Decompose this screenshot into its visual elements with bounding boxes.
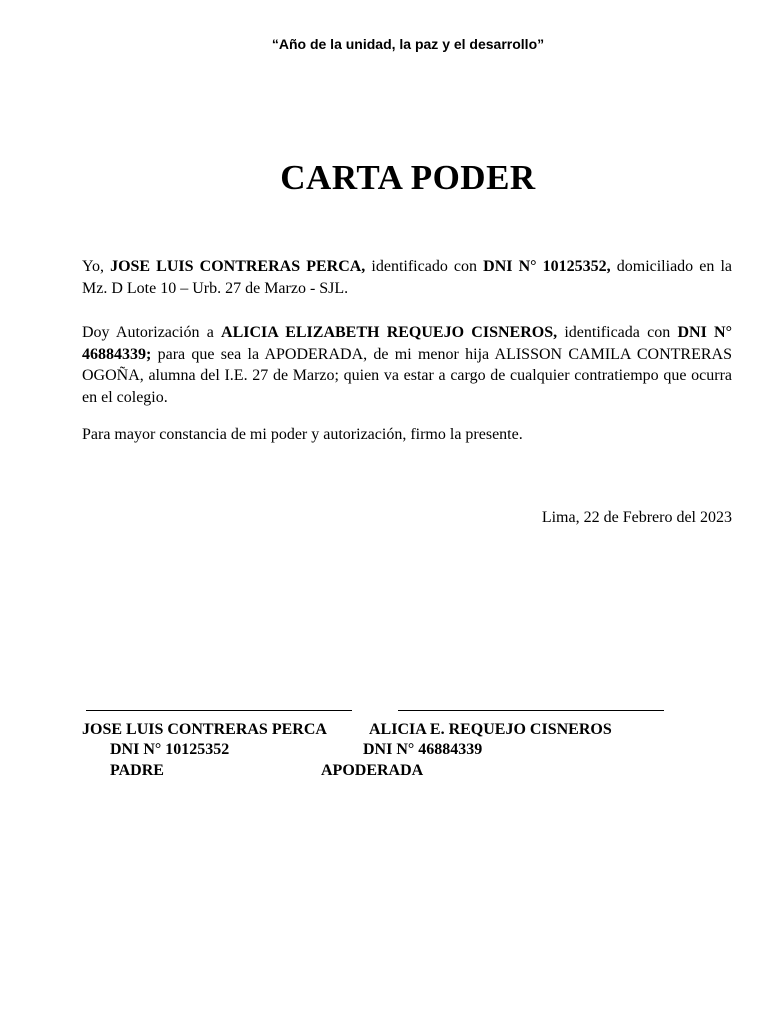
motto-text: “Año de la unidad, la paz y el desarrollo” xyxy=(271,36,545,52)
signature-dni-attorney: DNI N° 46884339 xyxy=(363,741,483,758)
header-motto xyxy=(0,36,768,52)
p2-rest: para que sea la APODERADA, de mi menor hija ALISSON CAMILA CONTRERAS OGOÑA, alumna del I.E. 27 de Marzo; quien va estar a cargo de cualquier contratiempo que ocurra en el colegio. xyxy=(82,345,732,406)
signature-name-grantor: JOSE LUIS CONTRERAS PERCA xyxy=(82,721,327,738)
signature-line-grantor xyxy=(86,710,352,711)
date-line: Lima, 22 de Febrero del 2023 xyxy=(541,509,732,526)
signature-role-attorney: APODERADA xyxy=(321,762,424,779)
signature-role-grantor: PADRE xyxy=(110,762,164,779)
document-title: CARTA PODER xyxy=(280,158,536,197)
p1-identified: identificado con xyxy=(365,258,484,275)
p2-intro: Doy Autorización a xyxy=(82,324,222,341)
p1-intro: Yo, xyxy=(82,258,111,275)
grantor-name: JOSE LUIS CONTRERAS PERCA, xyxy=(110,258,366,275)
paragraph-authorization xyxy=(82,322,732,408)
attorney-name: ALICIA ELIZABETH REQUEJO CISNEROS, xyxy=(221,324,558,341)
paragraph-closing: Para mayor constancia de mi poder y autorización, firmo la presente. xyxy=(82,426,523,443)
grantor-dni: DNI N° 10125352, xyxy=(483,258,611,275)
attorney-dni: DNI N° 46884339; xyxy=(82,324,733,363)
signature-line-attorney xyxy=(398,710,664,711)
grantor-address: domiciliado en la Mz. D Lote 10 – Urb. 27 de Marzo - SJL. xyxy=(82,258,733,297)
paragraph-grantor xyxy=(82,256,732,299)
signature-name-attorney: ALICIA E. REQUEJO CISNEROS xyxy=(369,721,612,738)
p2-identified: identificada con xyxy=(557,324,678,341)
signature-dni-grantor: DNI N° 10125352 xyxy=(110,741,230,758)
